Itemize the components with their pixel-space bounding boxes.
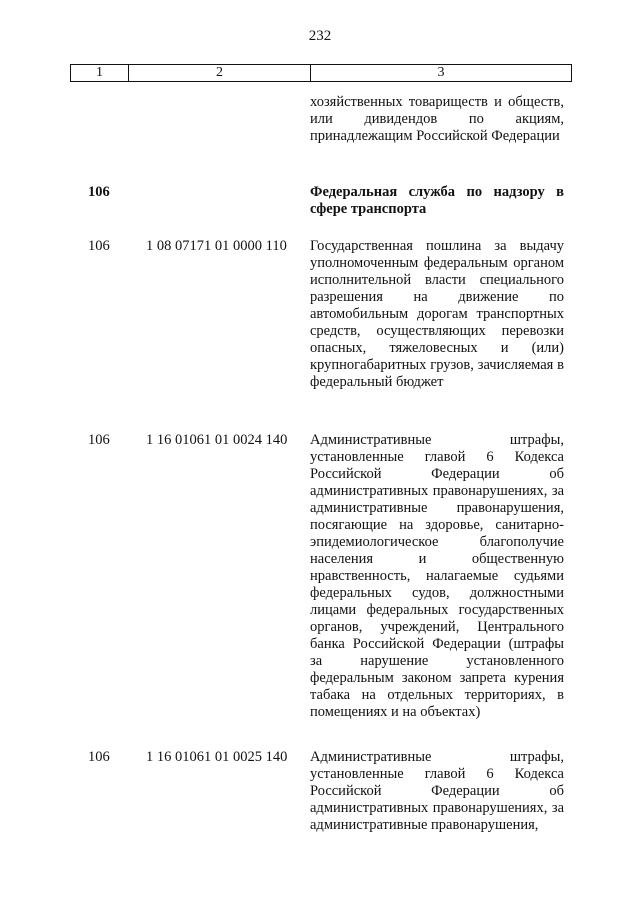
page-number: 232 (308, 28, 332, 44)
column-header-3: 3 (311, 65, 572, 82)
admin-code: 106 (88, 432, 110, 448)
kbk-code: 1 08 07171 01 0000 110 (146, 238, 287, 254)
continuation-text: хозяйственных товариществ и обществ, или дивидендов по акциям, принадлежащим Российской Федерации (310, 94, 564, 144)
kbk-code: 1 16 01061 01 0024 140 (146, 432, 288, 448)
section-title: Федеральная служба по надзору в сфере транспорта (310, 184, 564, 217)
admin-code: 106 (88, 749, 110, 765)
row-description: Административные штрафы, установленные главой 6 Кодекса Российской Федерации об административных правонарушениях, за административные правонарушения, (310, 749, 564, 833)
column-header-2: 2 (129, 65, 311, 82)
column-header-table (70, 64, 572, 82)
kbk-code: 1 16 01061 01 0025 140 (146, 749, 288, 765)
column-header-1: 1 (71, 65, 129, 82)
row-description: Государственная пошлина за выдачу уполномоченным федеральным органом исполнительной власти специального разрешения на движение по автомобильным дорогам транспортных средств, осуществляющих перевозки опасных, тяжеловесных и (или) крупногабаритных грузов, зачисляемая в федеральный бюджет (310, 238, 564, 390)
admin-code: 106 (88, 238, 110, 254)
row-description: Административные штрафы, установленные главой 6 Кодекса Российской Федерации об административных правонарушениях, за административные правонарушения, посягающие на здоровье, санитарно-эпидемиологическое благополучие населения и общественную нравственность, налагаемые судьями федеральных судов, должностными лицами федеральных государственных органов, учреждений, Центрального банка Российской Федерации (штрафы за нарушение установленного федеральным законом запрета курения табака на отдельных территориях, в помещениях и на объектах) (310, 432, 564, 720)
section-code: 106 (88, 184, 110, 200)
